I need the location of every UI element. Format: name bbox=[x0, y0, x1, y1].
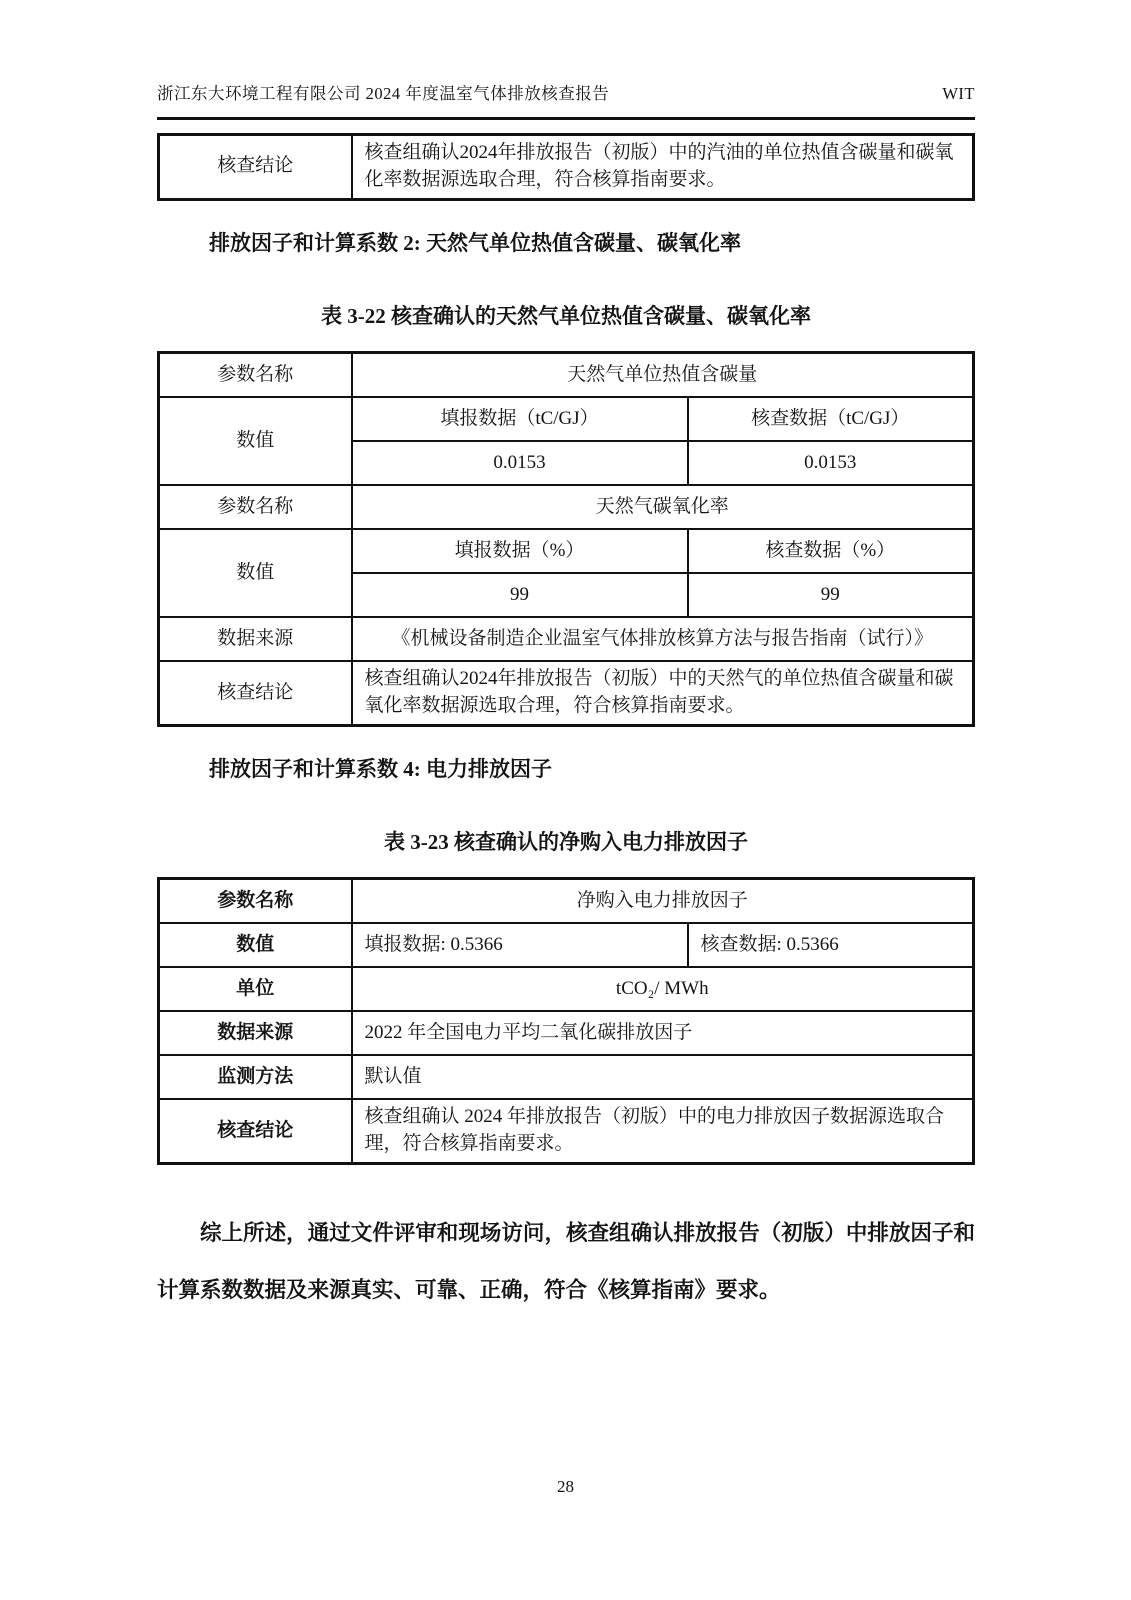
header-divider bbox=[157, 117, 975, 120]
continued-verification-table bbox=[157, 133, 975, 201]
verified-data-value: 核查数据: 0.5366 bbox=[688, 923, 974, 967]
table-row bbox=[159, 397, 974, 441]
conclusion-row-text: 核查组确认 2024 年排放报告（初版）中的电力排放因子数据源选取合理，符合核算指南要求。 bbox=[352, 1099, 974, 1163]
table-3-23-power-factor bbox=[157, 877, 975, 1165]
monitoring-method-value: 默认值 bbox=[352, 1055, 974, 1099]
reported-data-value: 99 bbox=[352, 573, 688, 617]
conclusion-row-label: 核查结论 bbox=[159, 661, 352, 725]
monitoring-method-label: 监测方法 bbox=[159, 1055, 352, 1099]
reported-data-header: 填报数据（%） bbox=[352, 529, 688, 573]
param-name-value: 天然气单位热值含碳量 bbox=[352, 353, 974, 398]
param-name-label: 参数名称 bbox=[159, 879, 352, 924]
unit-value: tCO₂/ MWh bbox=[352, 967, 974, 1011]
conclusion-row-label: 核查结论 bbox=[159, 135, 352, 200]
table-3-23-title: 表 3-23 核查确认的净购入电力排放因子 bbox=[384, 830, 748, 855]
param-name-label: 参数名称 bbox=[159, 485, 352, 529]
table-row bbox=[159, 967, 974, 1011]
param-name-value: 天然气碳氧化率 bbox=[352, 485, 974, 529]
section-heading-power-factor: 排放因子和计算系数 4: 电力排放因子 bbox=[209, 757, 552, 782]
table-row bbox=[159, 1099, 974, 1163]
page-header bbox=[157, 0, 975, 104]
data-source-label: 数据来源 bbox=[159, 617, 352, 661]
data-source-value: 《机械设备制造企业温室气体排放核算方法与报告指南（试行）》 bbox=[352, 617, 974, 661]
header-brand-mark: WIT bbox=[942, 84, 975, 103]
table-row bbox=[159, 529, 974, 573]
page-number: 28 bbox=[557, 1477, 574, 1496]
reported-data-header: 填报数据（tC/GJ） bbox=[352, 397, 688, 441]
table-row bbox=[159, 135, 974, 200]
section-heading-gas-factors: 排放因子和计算系数 2: 天然气单位热值含碳量、碳氧化率 bbox=[209, 230, 741, 255]
table-row bbox=[159, 485, 974, 529]
page-content bbox=[157, 0, 975, 1319]
table-3-22-title: 表 3-22 核查确认的天然气单位热值含碳量、碳氧化率 bbox=[321, 304, 811, 329]
table-3-22-gas-factors bbox=[157, 351, 975, 727]
table-row bbox=[159, 617, 974, 661]
value-label: 数值 bbox=[159, 397, 352, 485]
data-source-label: 数据来源 bbox=[159, 1011, 352, 1055]
param-name-label: 参数名称 bbox=[159, 353, 352, 398]
value-label: 数值 bbox=[159, 529, 352, 617]
conclusion-row-text: 核查组确认2024年排放报告（初版）中的汽油的单位热值含碳量和碳氧化率数据源选取合理，符合核算指南要求。 bbox=[352, 135, 974, 200]
summary-paragraph: 综上所述，通过文件评审和现场访问，核查组确认排放报告（初版）中排放因子和计算系数数据及来源真实、可靠、正确，符合《核算指南》要求。 bbox=[157, 1221, 975, 1303]
conclusion-row-text: 核查组确认2024年排放报告（初版）中的天然气的单位热值含碳量和碳氧化率数据源选取合理，符合核算指南要求。 bbox=[352, 661, 974, 725]
reported-data-value: 0.0153 bbox=[352, 441, 688, 485]
verified-data-header: 核查数据（%） bbox=[688, 529, 974, 573]
reported-data-value: 填报数据: 0.5366 bbox=[352, 923, 688, 967]
table-row bbox=[159, 661, 974, 725]
unit-label: 单位 bbox=[159, 967, 352, 1011]
conclusion-row-label: 核查结论 bbox=[159, 1099, 352, 1163]
table-row bbox=[159, 1011, 974, 1055]
value-label: 数值 bbox=[159, 923, 352, 967]
verified-data-value: 0.0153 bbox=[688, 441, 974, 485]
header-report-title: 浙江东大环境工程有限公司 2024 年度温室气体排放核查报告 bbox=[157, 84, 610, 103]
table-row bbox=[159, 923, 974, 967]
table-row bbox=[159, 353, 974, 398]
param-name-value: 净购入电力排放因子 bbox=[352, 879, 974, 924]
verified-data-value: 99 bbox=[688, 573, 974, 617]
table-row bbox=[159, 879, 974, 924]
verified-data-header: 核查数据（tC/GJ） bbox=[688, 397, 974, 441]
table-row bbox=[159, 1055, 974, 1099]
data-source-value: 2022 年全国电力平均二氧化碳排放因子 bbox=[352, 1011, 974, 1055]
